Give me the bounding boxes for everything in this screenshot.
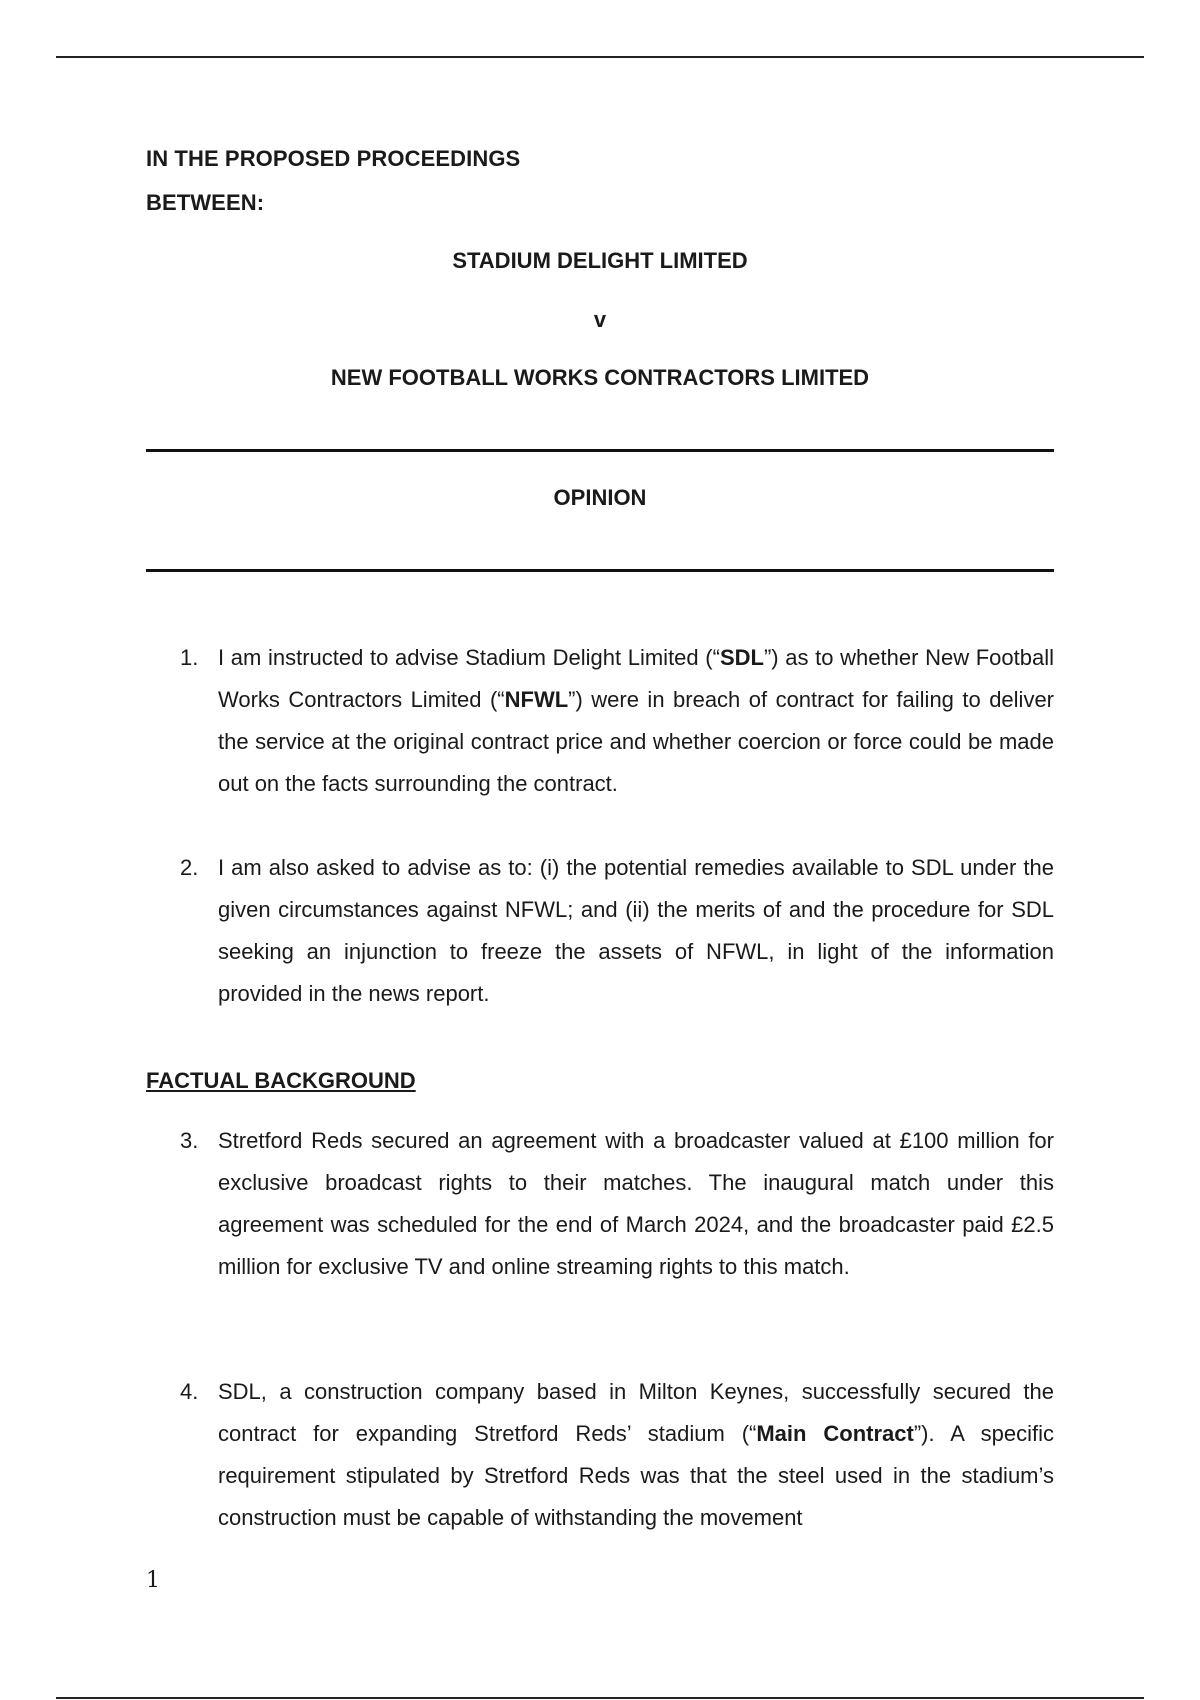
title-top-rule [146, 449, 1054, 452]
paragraph-number: 2. [180, 855, 199, 880]
between-label: BETWEEN: [146, 190, 265, 215]
paragraph-text: I am also asked to advise as to: (i) the potential remedies available to SDL under the given circumstances against NFWL; and (ii) the merits of and the procedure for SDL seeking an injunction to freeze the assets of NFWL, in light of the information provided in the news report. [218, 855, 1054, 1006]
defined-term-main-contract: Main Contract [756, 1421, 914, 1446]
title-bottom-rule [146, 569, 1054, 572]
paragraph-text: SDL, a construction company based in Milton Keynes, successfully secured the contract for expanding Stretford Reds’ stadium (“Main Contract”). A specific requirement stipulated by Stretford Reds was that the steel used in the stadium’s construction must be capable of withstanding the movement [218, 1379, 1054, 1530]
section-heading: FACTUAL BACKGROUND [146, 1068, 416, 1093]
defined-term-sdl: SDL [719, 645, 764, 670]
paragraph-number: 4. [180, 1379, 199, 1404]
paragraph-text: Stretford Reds secured an agreement with a broadcaster valued at £100 million for exclusive broadcast rights to their matches. The inaugural match under this agreement was scheduled for the end of March 2024, and the broadcaster paid £2.5 million for exclusive TV and online streaming rights to this match. [218, 1128, 1054, 1279]
page-number: 1 [146, 1568, 160, 1593]
proceedings-heading: IN THE PROPOSED PROCEEDINGS [146, 146, 521, 171]
page-top-rule [56, 56, 1144, 58]
paragraph-3 [180, 1120, 1054, 1288]
claimant-name: STADIUM DELIGHT LIMITED [452, 248, 748, 273]
paragraph-2 [180, 847, 1054, 1015]
page-bottom-rule [56, 1697, 1144, 1699]
paragraph-text: I am instructed to advise Stadium Delight Limited (“SDL”) as to whether New Football Works Contractors Limited (“NFWL”) were in breach of contract for failing to deliver the service at the original contract price and whether coercion or force could be made out on the facts surrounding the contract. [218, 645, 1055, 796]
defined-term-nfwl: NFWL [504, 687, 569, 712]
document-title: OPINION [553, 485, 647, 510]
versus-label: v [593, 307, 607, 332]
paragraph-number: 1. [180, 645, 199, 670]
paragraph-number: 3. [180, 1128, 199, 1153]
paragraph-4 [180, 1371, 1054, 1539]
paragraph-1 [180, 637, 1054, 805]
defendant-name: NEW FOOTBALL WORKS CONTRACTORS LIMITED [330, 365, 870, 390]
